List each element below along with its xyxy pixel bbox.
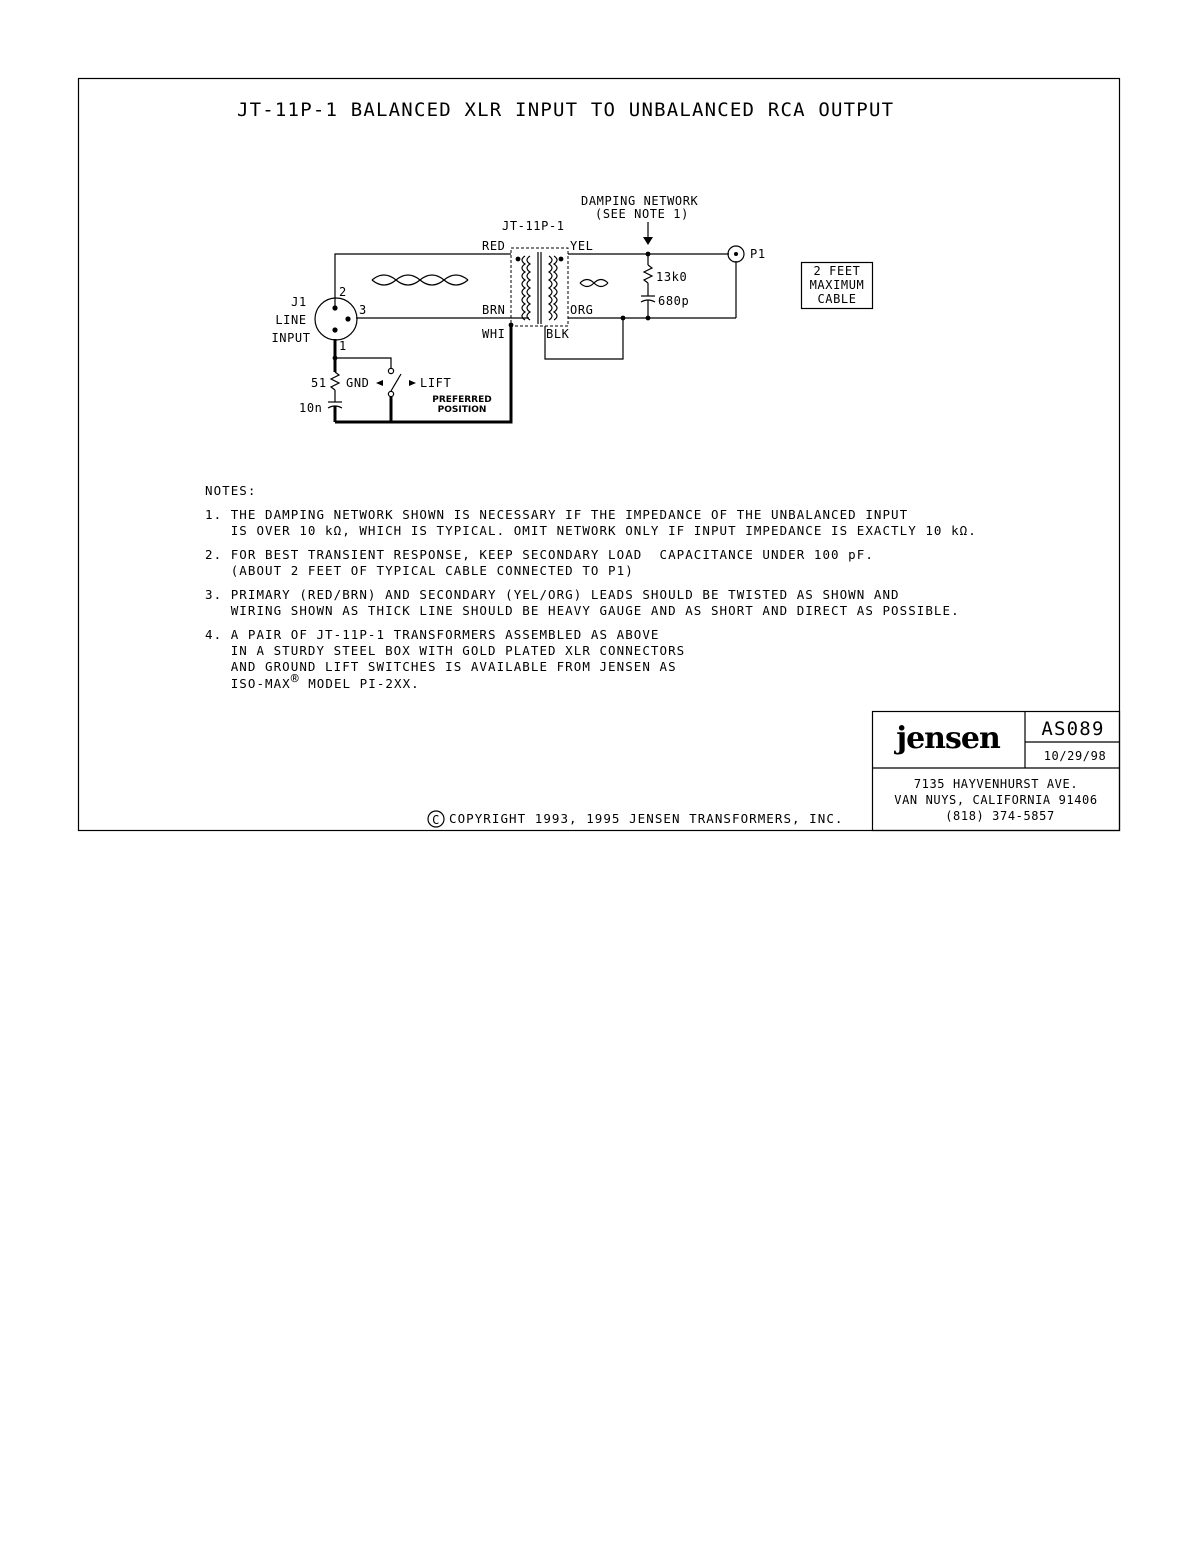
damping-arrow-head bbox=[643, 237, 653, 245]
cable-note-line3: CABLE bbox=[817, 292, 857, 306]
gnd-arrow-icon bbox=[376, 380, 383, 386]
note-4-model: MODEL PI-2XX. bbox=[299, 676, 420, 691]
pin1-label: 1 bbox=[339, 339, 347, 353]
note-1-line-2: IS OVER 10 kΩ, WHICH IS TYPICAL. OMIT NETWORK ONLY IF INPUT IMPEDANCE IS EXACTLY 10 kΩ. bbox=[205, 523, 977, 538]
xlr-pin-3 bbox=[345, 316, 350, 321]
document-number: AS089 bbox=[1041, 718, 1105, 740]
note-4-line-4 bbox=[205, 672, 420, 691]
notes-section bbox=[205, 483, 977, 691]
line-label: LINE bbox=[275, 313, 307, 327]
twisted-pair-secondary bbox=[580, 280, 608, 287]
polarity-dot-primary bbox=[516, 257, 521, 262]
document-date: 10/29/98 bbox=[1043, 749, 1107, 763]
copyright-icon-letter: C bbox=[432, 813, 440, 827]
wire-label-brn: BRN bbox=[482, 303, 506, 317]
wire-label-yel: YEL bbox=[570, 239, 594, 253]
note-4-isomax: ISO-MAX bbox=[205, 676, 291, 691]
note-4-line-1: 4. A PAIR OF JT-11P-1 TRANSFORMERS ASSEMBLED AS ABOVE bbox=[205, 627, 660, 642]
switch-bottom-contact bbox=[388, 391, 393, 396]
switch-gnd-label: GND bbox=[346, 376, 370, 390]
capacitor-10n-label: 10n bbox=[299, 401, 323, 415]
capacitor-680p-label: 680p bbox=[658, 294, 690, 308]
note-3-line-2: WIRING SHOWN AS THICK LINE SHOULD BE HEAVY GAUGE AND AS SHORT AND DIRECT AS POSSIBLE. bbox=[205, 603, 960, 618]
secondary-coil bbox=[549, 256, 552, 320]
address-line-1: 7135 HAYVENHURST AVE. bbox=[913, 777, 1079, 791]
primary-coil-inner bbox=[522, 256, 525, 320]
input-label: INPUT bbox=[271, 331, 311, 345]
secondary-coil-inner bbox=[554, 256, 557, 320]
damping-network-label: DAMPING NETWORK bbox=[581, 194, 699, 208]
lift-arrow-icon bbox=[409, 380, 416, 386]
cable-note-line2: MAXIMUM bbox=[809, 278, 865, 292]
transformer-label: JT-11P-1 bbox=[502, 219, 565, 233]
switch-top-contact bbox=[388, 368, 393, 373]
note-1-line-1: 1. THE DAMPING NETWORK SHOWN IS NECESSARY IF THE IMPEDANCE OF THE UNBALANCED INPUT bbox=[205, 507, 909, 522]
title-block bbox=[873, 712, 1120, 831]
primary-coil bbox=[527, 256, 530, 320]
twisted-pair-primary bbox=[372, 275, 468, 285]
drawing-title: JT-11P-1 BALANCED XLR INPUT TO UNBALANCED RCA OUTPUT bbox=[237, 99, 895, 121]
resistor-51-symbol bbox=[331, 372, 339, 390]
note-4-line-2: IN A STURDY STEEL BOX WITH GOLD PLATED XLR CONNECTORS bbox=[205, 643, 686, 658]
page-border bbox=[79, 79, 1120, 831]
note-2-line-1: 2. FOR BEST TRANSIENT RESPONSE, KEEP SECONDARY LOAD CAPACITANCE UNDER 100 pF. bbox=[205, 547, 874, 562]
preferred-label-line2: POSITION bbox=[437, 405, 487, 415]
notes-heading: NOTES: bbox=[205, 483, 257, 498]
wire-label-red: RED bbox=[482, 239, 506, 253]
resistor-13k0-symbol bbox=[644, 265, 652, 283]
phone-number: (818) 374-5857 bbox=[945, 809, 1055, 823]
pin3-label: 3 bbox=[359, 303, 367, 317]
switch-lift-label: LIFT bbox=[420, 376, 452, 390]
resistor-51-label: 51 bbox=[311, 376, 327, 390]
rca-center-pin bbox=[734, 252, 738, 256]
switch-feed-wire bbox=[335, 358, 391, 368]
registered-mark: ® bbox=[290, 672, 300, 687]
xlr-pin-1 bbox=[332, 327, 337, 332]
preferred-label-line1: PREFERRED bbox=[432, 395, 492, 405]
damping-network-note: (SEE NOTE 1) bbox=[595, 207, 689, 221]
resistor-13k0-label: 13k0 bbox=[656, 270, 688, 284]
switch-blade bbox=[391, 374, 401, 391]
schematic bbox=[271, 194, 872, 422]
polarity-dot-secondary bbox=[559, 257, 564, 262]
wire-label-blk: BLK bbox=[546, 327, 570, 341]
wire-label-whi: WHI bbox=[482, 327, 506, 341]
xlr-input-connector bbox=[315, 298, 357, 340]
note-4-line-3: AND GROUND LIFT SWITCHES IS AVAILABLE FROM JENSEN AS bbox=[205, 659, 677, 674]
cable-note-line1: 2 FEET bbox=[813, 264, 861, 278]
note-2-line-2: (ABOUT 2 FEET OF TYPICAL CABLE CONNECTED TO P1) bbox=[205, 563, 634, 578]
org-junction bbox=[621, 316, 626, 321]
note-3-line-1: 3. PRIMARY (RED/BRN) AND SECONDARY (YEL/ORG) LEADS SHOULD BE TWISTED AS SHOWN AND bbox=[205, 587, 900, 602]
jensen-logo: jensen bbox=[896, 721, 1000, 756]
copyright-text: COPYRIGHT 1993, 1995 JENSEN TRANSFORMERS, INC. bbox=[449, 811, 844, 826]
p1-label: P1 bbox=[750, 247, 766, 261]
wire-label-org: ORG bbox=[570, 303, 594, 317]
pin2-label: 2 bbox=[339, 285, 347, 299]
address-line-2: VAN NUYS, CALIFORNIA 91406 bbox=[894, 793, 1098, 807]
j1-label: J1 bbox=[291, 295, 307, 309]
